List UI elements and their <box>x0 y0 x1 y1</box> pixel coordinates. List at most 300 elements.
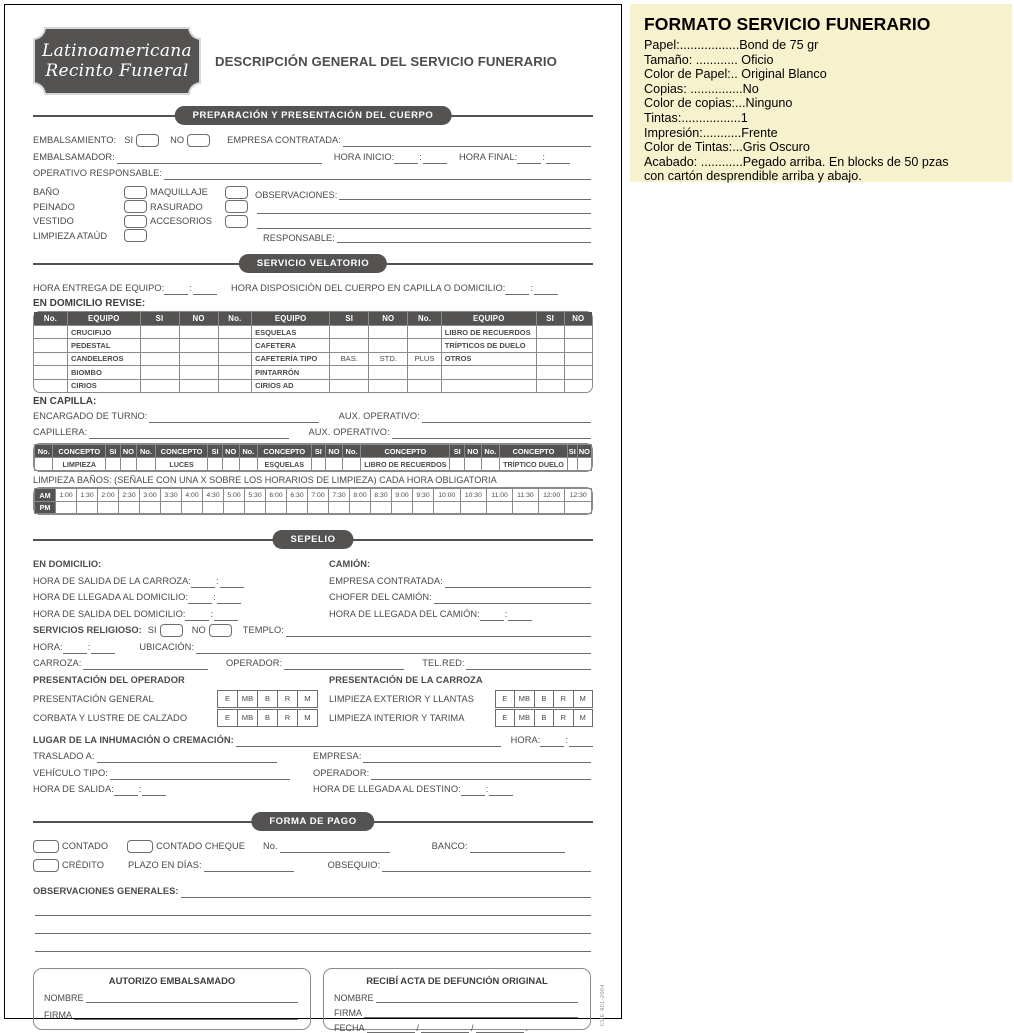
observaciones-generales-input-3[interactable] <box>35 922 591 934</box>
hora-disposicion-input[interactable]: : <box>505 281 558 295</box>
corbata-lustre-label: CORBATA Y LUSTRE DE CALZADO <box>33 713 188 724</box>
cell-si[interactable] <box>330 379 369 392</box>
check-label-accesorios: ACCESORIOS <box>150 216 212 227</box>
embalsamiento-no-checkbox[interactable] <box>187 134 210 147</box>
cheque-numero-input[interactable] <box>280 841 390 853</box>
check-box-maquillaje[interactable] <box>225 186 248 199</box>
cell-no[interactable] <box>34 366 67 379</box>
observaciones-block <box>251 185 593 243</box>
cell-si[interactable] <box>311 458 326 471</box>
cell-no2[interactable] <box>179 326 218 339</box>
limpieza-banos-note: LIMPIEZA BAÑOS: (SEÑALE CON UNA X SOBRE LOS HORARIOS DE LIMPIEZA) CADA HORA OBLIGATORIA <box>33 475 497 486</box>
chofer-camion-input[interactable] <box>434 592 591 604</box>
contado-cheque-label: CONTADO CHEQUE <box>156 840 246 851</box>
cell-no2[interactable] <box>465 458 482 471</box>
rating-m[interactable]: M <box>298 710 318 727</box>
pm-cell[interactable] <box>182 501 203 514</box>
ubicacion-input[interactable] <box>196 642 591 654</box>
rating-r[interactable]: R <box>554 710 573 727</box>
rating-r[interactable]: R <box>278 690 298 707</box>
cell-si[interactable] <box>140 379 179 392</box>
cell-no2[interactable] <box>326 458 343 471</box>
pm-cell[interactable] <box>565 501 592 514</box>
cell-no2[interactable] <box>369 326 408 339</box>
check-box-limpieza-ataud[interactable] <box>124 229 147 242</box>
empresa-contratada-input[interactable] <box>343 135 591 147</box>
hour-cell[interactable]: 2:00 <box>98 489 119 502</box>
hour-cell[interactable]: 4:00 <box>182 489 203 502</box>
row-chofer-camion <box>329 590 593 604</box>
company-logo <box>33 27 201 95</box>
cell-equipo: CIRIOS <box>67 379 140 392</box>
spec-line: Color de Tintas:...Gris Oscuro <box>644 140 810 155</box>
sepelio-col-domicilio <box>33 557 329 623</box>
rating-presentacion-general[interactable] <box>217 690 318 708</box>
spec-line: Color de copias:...Ninguno <box>644 96 793 111</box>
pm-cell[interactable] <box>119 501 140 514</box>
recibi-nombre-label: NOMBRE <box>334 992 374 1003</box>
check-box-vestido[interactable] <box>124 215 147 228</box>
check-label-bano: BAÑO <box>33 187 60 198</box>
cell-si[interactable] <box>567 458 577 471</box>
embalsamador-input[interactable] <box>117 152 322 164</box>
pm-cell[interactable] <box>350 501 371 514</box>
vehiculo-tipo-input[interactable] <box>110 768 290 780</box>
spec-line: Acabado: ............Pegado arriba. En blocks de 50 pzas <box>644 154 949 169</box>
pm-cell[interactable] <box>329 501 350 514</box>
form-header <box>33 25 593 97</box>
cell-equipo <box>441 379 536 392</box>
hour-cell[interactable]: 5:30 <box>245 489 266 502</box>
pm-cell[interactable] <box>245 501 266 514</box>
rating-e[interactable]: E <box>218 710 238 727</box>
spec-line: Papel:.................Bond de 75 gr <box>644 38 819 52</box>
hora-llegada-destino-input[interactable]: : <box>461 782 514 796</box>
col-si: SI <box>568 446 576 456</box>
observaciones-input-3[interactable] <box>257 217 591 229</box>
table-header-row <box>34 312 592 326</box>
cell-no2[interactable] <box>369 339 408 352</box>
page-title: DESCRIPCIÓN GENERAL DEL SERVICIO FUNERARIO <box>215 53 557 69</box>
cell-si[interactable] <box>330 366 369 379</box>
check-item <box>150 200 251 215</box>
rating-limpieza-interior[interactable] <box>495 709 593 727</box>
cell-no[interactable] <box>342 458 360 471</box>
hours-table <box>34 488 592 514</box>
observaciones-generales-input-2[interactable] <box>35 904 591 916</box>
empresa-contratada-camion-input[interactable] <box>445 576 591 588</box>
hour-cell[interactable]: 1:00 <box>56 489 77 502</box>
obsequio-label: OBSEQUIO: <box>327 859 381 870</box>
cell-si[interactable] <box>140 339 179 352</box>
cell-si[interactable] <box>450 458 465 471</box>
hours-table-wrapper <box>33 487 593 515</box>
aux-operativo-1-input[interactable] <box>422 411 591 423</box>
col-no2: NO <box>578 446 590 456</box>
operador-carroza-input[interactable] <box>284 658 404 670</box>
responsable-input[interactable] <box>337 231 591 243</box>
cell-si[interactable] <box>330 339 369 352</box>
recibi-firma-row <box>334 1006 580 1018</box>
cell-si[interactable] <box>536 352 564 365</box>
row-observaciones-generales <box>33 884 593 898</box>
pm-cell[interactable] <box>224 501 245 514</box>
embalsamiento-si-label: SI <box>124 135 134 145</box>
cell-no[interactable] <box>218 339 251 352</box>
tel-red-label: TEL.RED: <box>422 658 465 669</box>
pm-cell[interactable] <box>140 501 161 514</box>
preparacion-checklist <box>33 185 593 243</box>
cell-no[interactable] <box>34 352 67 365</box>
cell-equipo: PEDESTAL <box>67 339 140 352</box>
rating-mb[interactable]: MB <box>514 710 534 727</box>
check-box-bano[interactable] <box>124 186 147 199</box>
hora-inicio-input[interactable]: : <box>394 150 447 164</box>
row-hora-ubicacion <box>33 640 593 654</box>
check-label-limpieza-ataud: LIMPIEZA ATAÚD <box>33 230 108 241</box>
hour-cell[interactable]: 7:00 <box>308 489 329 502</box>
hour-cell[interactable]: 1:30 <box>77 489 98 502</box>
recibi-title: RECIBÍ ACTA DE DEFUNCIÓN ORIGINAL <box>366 974 548 986</box>
hora-salida-carroza-label: HORA DE SALIDA DE LA CARROZA: <box>33 575 191 586</box>
traslado-a-input[interactable] <box>97 751 277 763</box>
hour-cell[interactable]: 8:30 <box>371 489 392 502</box>
fecha-year-input[interactable] <box>476 1021 524 1033</box>
operador-carroza-label: OPERADOR: <box>225 658 283 669</box>
cell-no2[interactable] <box>179 339 218 352</box>
cell-no[interactable] <box>218 326 251 339</box>
hour-cell[interactable]: 6:30 <box>287 489 308 502</box>
fecha-day-input[interactable] <box>367 1021 415 1033</box>
check-item <box>33 229 150 244</box>
cell-no2[interactable] <box>369 366 408 379</box>
rating-m[interactable]: M <box>573 710 593 727</box>
recibi-firma-input[interactable] <box>364 1006 578 1018</box>
cell-no[interactable] <box>218 366 251 379</box>
cell-no[interactable] <box>35 458 53 471</box>
pm-cell[interactable] <box>538 501 565 514</box>
hour-cell[interactable]: 9:30 <box>413 489 434 502</box>
col-no: No. <box>137 445 155 458</box>
hour-cell[interactable]: 11:00 <box>487 489 513 502</box>
pm-cell[interactable] <box>371 501 392 514</box>
cheque-numero-label: No. <box>263 840 278 851</box>
hour-cell[interactable]: 6:00 <box>266 489 287 502</box>
hora-salida-traslado-label: HORA DE SALIDA: <box>33 784 114 795</box>
check-item <box>33 185 150 200</box>
hora-salida-carroza-input[interactable]: : <box>191 574 244 588</box>
row-empresa-contratada-camion <box>329 574 593 588</box>
row-traslado-a <box>33 749 313 763</box>
cell-cafeteria-plus[interactable]: PLUS <box>408 352 441 365</box>
check-box-accesorios[interactable] <box>225 215 248 228</box>
cell-no[interactable] <box>218 352 251 365</box>
aux-operativo-2-input[interactable] <box>392 427 591 439</box>
col-no-1: No. <box>34 312 67 326</box>
cell-equipo: CAFETERÍA TIPO <box>252 352 330 365</box>
rating-e[interactable]: E <box>495 690 514 707</box>
hour-cell[interactable]: 11:30 <box>512 489 538 502</box>
cell-no2[interactable] <box>564 366 592 379</box>
ubicacion-label: UBICACIÓN: <box>139 641 195 652</box>
cell-no[interactable] <box>34 379 67 392</box>
form-sheet <box>4 4 622 1033</box>
spec-panel <box>630 4 1012 182</box>
col-no-3: No. <box>408 312 441 326</box>
cell-no[interactable] <box>408 339 441 352</box>
observaciones-generales-label: OBSERVACIONES GENERALES: <box>33 885 179 896</box>
cell-no2[interactable] <box>564 352 592 365</box>
cell-no2[interactable] <box>222 458 239 471</box>
cell-no[interactable] <box>408 326 441 339</box>
cell-si[interactable] <box>140 326 179 339</box>
responsable-label: RESPONSABLE: <box>263 233 335 243</box>
contado-checkbox[interactable] <box>33 840 59 853</box>
rating-b[interactable]: B <box>258 710 278 727</box>
cell-no[interactable] <box>408 379 441 392</box>
cell-si[interactable] <box>536 366 564 379</box>
logo-line-2: Recinto Funeral <box>45 61 189 81</box>
cell-no2[interactable] <box>120 458 137 471</box>
signature-boxes <box>33 968 606 1033</box>
cell-cafeteria-bas[interactable]: BAS. <box>330 352 369 365</box>
rating-b[interactable]: B <box>534 710 553 727</box>
aux-operativo-1-label: AUX. OPERATIVO: <box>338 410 420 421</box>
hours-am-row <box>35 489 592 502</box>
rating-e[interactable]: E <box>495 710 514 727</box>
hora-salida-domicilio-input[interactable]: : <box>185 607 238 621</box>
hora-salida-traslado-input[interactable]: : <box>114 782 167 796</box>
rating-mb[interactable]: MB <box>238 710 258 727</box>
hora-entrega-equipo-input[interactable]: : <box>164 281 217 295</box>
hora-religioso-input[interactable]: : <box>63 640 116 654</box>
observaciones-input-1[interactable] <box>339 188 591 200</box>
rating-mb[interactable]: MB <box>514 690 534 707</box>
hour-cell[interactable]: 10:30 <box>460 489 487 502</box>
hora-inicio-label: HORA INICIO: <box>333 151 395 162</box>
capillera-label: CAPILLERA: <box>33 427 88 438</box>
cell-si[interactable] <box>330 326 369 339</box>
vehiculo-tipo-label: VEHÍCULO TIPO: <box>33 767 108 778</box>
hora-llegada-camion-input[interactable]: : <box>480 607 533 621</box>
row-operativo-responsable <box>33 166 593 180</box>
recibi-nombre-input[interactable] <box>376 991 578 1003</box>
cell-no2[interactable] <box>564 379 592 392</box>
cell-no[interactable] <box>34 339 67 352</box>
col-concepto: CONCEPTO <box>257 445 311 458</box>
row-hora-salida-traslado <box>33 782 313 796</box>
banner-velatorio-label: SERVICIO VELATORIO <box>239 254 387 273</box>
rating-mb[interactable]: MB <box>238 690 258 707</box>
religioso-si-checkbox[interactable] <box>160 624 183 637</box>
cell-no[interactable] <box>137 458 155 471</box>
pm-cell[interactable] <box>77 501 98 514</box>
fecha-month-input[interactable] <box>421 1021 469 1033</box>
templo-input[interactable] <box>286 625 591 637</box>
rating-r[interactable]: R <box>554 690 573 707</box>
pm-cell[interactable] <box>434 501 461 514</box>
hour-cell[interactable]: 12:00 <box>538 489 565 502</box>
table-row <box>34 326 592 339</box>
cell-si[interactable] <box>536 339 564 352</box>
rating-m[interactable]: M <box>298 690 318 707</box>
tel-red-input[interactable] <box>466 658 591 670</box>
empresa-traslado-label: EMPRESA: <box>313 751 362 762</box>
cell-no2[interactable] <box>369 379 408 392</box>
pm-cell[interactable] <box>161 501 182 514</box>
observaciones-generales-input-4[interactable] <box>35 940 591 952</box>
obsequio-input[interactable] <box>382 860 591 872</box>
spec-line: Impresión:...........Frente <box>644 125 778 140</box>
check-item <box>33 214 150 229</box>
cell-equipo: PINTARRÓN <box>252 366 330 379</box>
hour-cell[interactable]: 5:00 <box>224 489 245 502</box>
cell-no[interactable] <box>481 458 499 471</box>
pm-cell[interactable] <box>460 501 487 514</box>
row-encargado-turno <box>33 409 593 423</box>
cell-no[interactable] <box>218 379 251 392</box>
check-label-peinado: PEINADO <box>33 201 75 212</box>
hour-cell[interactable]: 7:30 <box>329 489 350 502</box>
religioso-no-label: NO <box>191 625 206 636</box>
rating-limpieza-exterior[interactable] <box>495 690 593 708</box>
check-box-peinado[interactable] <box>124 200 147 213</box>
contado-cheque-checkbox[interactable] <box>127 840 153 853</box>
cell-si[interactable] <box>140 352 179 365</box>
pm-cell[interactable] <box>392 501 413 514</box>
row-carroza-operador <box>33 656 593 670</box>
cell-si[interactable] <box>208 458 223 471</box>
presentacion-general-label: PRESENTACIÓN GENERAL <box>33 693 154 704</box>
pm-cell[interactable] <box>98 501 119 514</box>
banco-input[interactable] <box>470 841 565 853</box>
sepelio-col-camion <box>329 557 593 623</box>
col-no-2: No. <box>218 312 251 326</box>
banner-sepelio <box>33 530 593 550</box>
cell-no2[interactable] <box>564 326 592 339</box>
row-lugar-inhumacion <box>33 733 593 747</box>
observaciones-input-2[interactable] <box>257 202 591 214</box>
hour-cell[interactable]: 3:00 <box>140 489 161 502</box>
col-si: SI <box>450 445 465 458</box>
cell-si[interactable] <box>536 379 564 392</box>
embalsamiento-si-checkbox[interactable] <box>136 134 159 147</box>
rating-b[interactable]: B <box>258 690 278 707</box>
presentacion-carroza-title: PRESENTACIÓN DE LA CARROZA <box>329 675 483 686</box>
carroza-input[interactable] <box>83 658 208 670</box>
rating-m[interactable]: M <box>573 690 593 707</box>
cell-no2[interactable] <box>179 352 218 365</box>
cell-no2[interactable] <box>577 458 591 471</box>
row-hora-llegada-destino <box>313 782 593 796</box>
logo-line-1: Latinoamericana <box>42 40 192 61</box>
cell-no[interactable] <box>34 326 67 339</box>
pm-cell[interactable] <box>487 501 513 514</box>
row-hora-llegada-camion <box>329 607 593 621</box>
encargado-turno-input[interactable] <box>149 411 318 423</box>
cell-concepto: LIBRO DE RECUERDOS <box>361 458 450 471</box>
check-label-maquillaje: MAQUILLAJE <box>150 187 208 198</box>
hour-cell[interactable]: 3:30 <box>161 489 182 502</box>
cell-no2[interactable] <box>179 379 218 392</box>
pm-cell[interactable] <box>512 501 538 514</box>
hora-final-input[interactable]: : <box>517 150 570 164</box>
hour-cell[interactable]: 12:30 <box>565 489 592 502</box>
cell-cafeteria-std[interactable]: STD. <box>369 352 408 365</box>
rating-e[interactable]: E <box>218 690 238 707</box>
row-empresa-traslado <box>313 749 593 763</box>
check-label-rasurado: RASURADO <box>150 201 203 212</box>
capillera-input[interactable] <box>89 427 288 439</box>
pm-cell[interactable] <box>203 501 224 514</box>
empresa-traslado-input[interactable] <box>363 751 591 763</box>
check-box-rasurado[interactable] <box>225 200 248 213</box>
col-no2: NO <box>222 445 239 458</box>
operador-traslado-input[interactable] <box>371 768 591 780</box>
hora-llegada-destino-label: HORA DE LLEGADA AL DESTINO: <box>313 784 461 795</box>
religioso-no-checkbox[interactable] <box>209 624 232 637</box>
cell-si[interactable] <box>106 458 121 471</box>
concepto-table <box>34 444 592 471</box>
hour-cell[interactable]: 4:30 <box>203 489 224 502</box>
credito-checkbox[interactable] <box>33 859 59 872</box>
hour-cell[interactable]: 10:00 <box>434 489 461 502</box>
row-pago-contado <box>33 839 593 853</box>
empresa-contratada-camion-label: EMPRESA CONTRATADA: <box>329 575 443 586</box>
col-no: No. <box>35 445 53 458</box>
rating-corbata-lustre[interactable] <box>217 709 318 727</box>
plazo-dias-input[interactable] <box>204 860 294 872</box>
observaciones-generales-input-1[interactable] <box>181 886 592 898</box>
cell-no2[interactable] <box>179 366 218 379</box>
autorizo-title: AUTORIZO EMBALSAMADO <box>108 974 236 986</box>
embalsamador-label: EMBALSAMADOR: <box>33 151 115 162</box>
cell-si[interactable] <box>536 326 564 339</box>
cell-no2[interactable] <box>564 339 592 352</box>
pm-cell[interactable] <box>56 501 77 514</box>
cell-no[interactable] <box>408 366 441 379</box>
hora-inhumacion-label: HORA: <box>510 734 541 745</box>
operativo-responsable-input[interactable] <box>164 168 591 180</box>
col-si: SI <box>311 445 326 458</box>
sepelio-two-columns <box>33 557 593 623</box>
rating-r[interactable]: R <box>278 710 298 727</box>
rating-b[interactable]: B <box>534 690 553 707</box>
pm-cell[interactable] <box>308 501 329 514</box>
equipo-table-wrapper <box>33 311 593 393</box>
hour-cell[interactable]: 9:00 <box>392 489 413 502</box>
cell-no[interactable] <box>239 458 257 471</box>
hora-llegada-domicilio-input[interactable]: : <box>188 590 241 604</box>
lugar-inhumacion-input[interactable] <box>236 735 501 747</box>
pm-cell[interactable] <box>266 501 287 514</box>
autorizo-nombre-input[interactable] <box>86 991 298 1003</box>
cell-equipo: CAFETERA <box>252 339 330 352</box>
aux-operativo-2-label: AUX. OPERATIVO: <box>308 427 390 438</box>
hour-cell[interactable]: 2:30 <box>119 489 140 502</box>
hora-inhumacion-input[interactable]: : <box>540 733 593 747</box>
pm-cell[interactable] <box>287 501 308 514</box>
cell-si[interactable] <box>140 366 179 379</box>
pm-cell[interactable] <box>413 501 434 514</box>
autorizo-firma-input[interactable] <box>74 1008 298 1020</box>
hora-salida-domicilio-label: HORA DE SALIDA DEL DOMICILIO: <box>33 608 186 619</box>
traslado-a-label: TRASLADO A: <box>33 751 95 762</box>
cell-concepto: LIMPIEZA <box>53 458 106 471</box>
embalsamiento-no-label: NO <box>170 135 185 145</box>
row-hora-llegada-domicilio <box>33 590 329 604</box>
hour-cell[interactable]: 8:00 <box>350 489 371 502</box>
